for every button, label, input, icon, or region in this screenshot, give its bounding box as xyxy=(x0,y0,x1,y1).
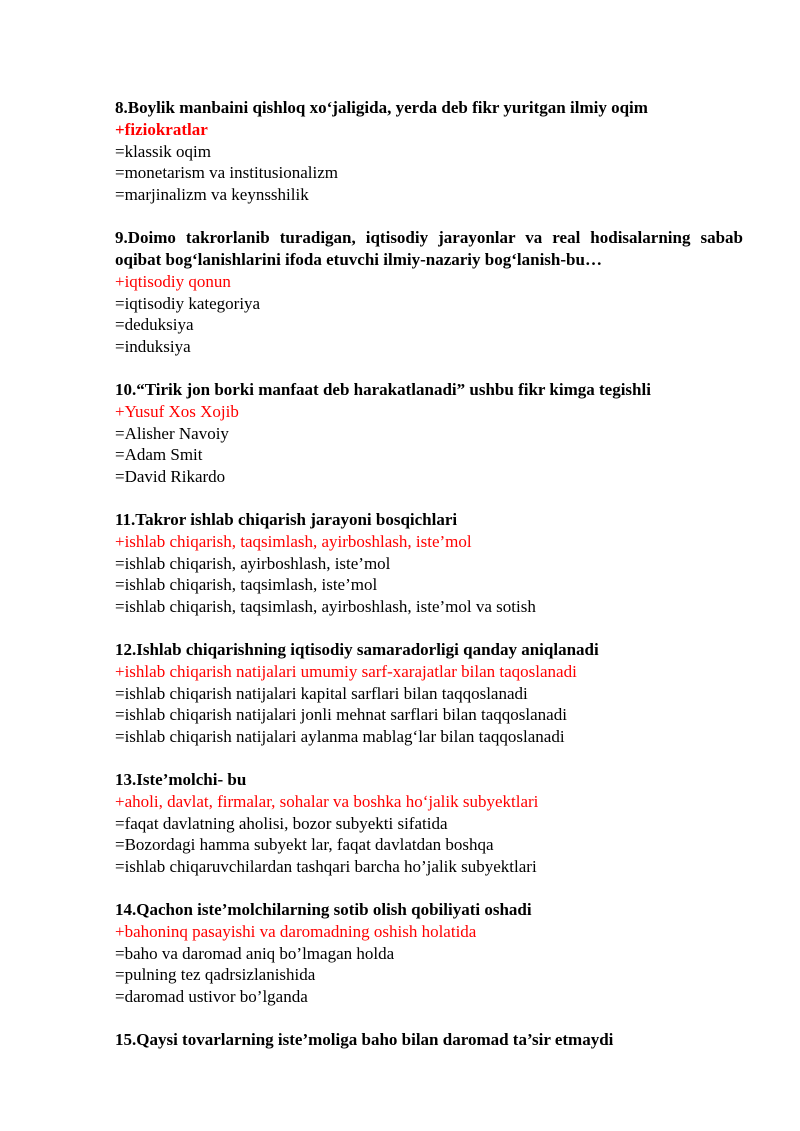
question-9 xyxy=(115,227,743,357)
answer-option: =ishlab chiqaruvchilardan tashqari barcha ho’jalik subyektlari xyxy=(115,856,537,876)
question-10 xyxy=(115,379,743,487)
correct-answer: +fiziokratlar xyxy=(115,120,208,139)
answer-option: =baho va daromad aniq bo’lmagan holda xyxy=(115,943,395,963)
answer-option: =Adam Smit xyxy=(115,445,203,464)
answer-option: =daromad ustivor bo’lganda xyxy=(115,986,308,1006)
question-13 xyxy=(115,769,743,877)
question-text: 9.Doimo takrorlanib turadigan, iqtisodiy jarayonlar va real hodisalarning sabab oqibat bog‘lanishlarini ifoda etuvchi ilmiy-nazariy bog‘lanish-bu… xyxy=(115,228,743,269)
question-text: 11.Takror ishlab chiqarish jarayoni bosqichlari xyxy=(115,510,458,529)
question-list xyxy=(115,97,743,1073)
answer-option: =ishlab chiqarish, taqsimlash, ayirboshlash, iste’mol va sotish xyxy=(115,596,536,616)
correct-answer: +aholi, davlat, firmalar, sohalar va boshka ho‘jalik subyektlari xyxy=(115,792,539,811)
correct-answer: +bahoninq pasayishi va daromadning oshish holatida xyxy=(115,922,477,941)
answer-option: =monetarism va institusionalizm xyxy=(115,163,339,182)
question-15 xyxy=(115,1029,743,1051)
answer-option: =faqat davlatning aholisi, bozor subyekti sifatida xyxy=(115,813,448,833)
question-12 xyxy=(115,639,743,747)
answer-option: =iqtisodiy kategoriya xyxy=(115,293,261,313)
question-text: 13.Iste’molchi- bu xyxy=(115,770,247,789)
question-8 xyxy=(115,97,743,205)
answer-option: =Alisher Navoiy xyxy=(115,423,229,443)
answer-option: =deduksiya xyxy=(115,315,194,334)
answer-option: =David Rikardo xyxy=(115,466,226,486)
answer-option: =ishlab chiqarish, taqsimlash, iste’mol xyxy=(115,575,378,594)
answer-option: =Bozordagi hamma subyekt lar, faqat davlatdan boshqa xyxy=(115,835,494,854)
correct-answer: +ishlab chiqarish, taqsimlash, ayirboshlash, iste’mol xyxy=(115,532,472,551)
correct-answer: +iqtisodiy qonun xyxy=(115,272,231,291)
question-text: 15.Qaysi tovarlarning iste’moliga baho bilan daromad ta’sir etmaydi xyxy=(115,1030,614,1049)
answer-option: =pulning tez qadrsizlanishida xyxy=(115,965,316,984)
correct-answer: +Yusuf Xos Xojib xyxy=(115,402,239,421)
question-text: 14.Qachon iste’molchilarning sotib olish qobiliyati oshadi xyxy=(115,900,532,919)
answer-option: =ishlab chiqarish natijalari jonli mehnat sarflari bilan taqqoslanadi xyxy=(115,705,567,724)
question-text: 12.Ishlab chiqarishning iqtisodiy samaradorligi qanday aniqlanadi xyxy=(115,640,599,659)
question-11 xyxy=(115,509,743,617)
question-text: 10.“Tirik jon borki manfaat deb harakatlanadi” ushbu fikr kimga tegishli xyxy=(115,380,651,399)
correct-answer: +ishlab chiqarish natijalari umumiy sarf-xarajatlar bilan taqoslanadi xyxy=(115,662,577,681)
answer-option: =ishlab chiqarish natijalari kapital sarflari bilan taqqoslanadi xyxy=(115,683,528,703)
question-14 xyxy=(115,899,743,1007)
answer-option: =ishlab chiqarish, ayirboshlash, iste’mol xyxy=(115,553,391,573)
question-text: 8.Boylik manbaini qishloq xo‘jaligida, yerda deb fikr yuritgan ilmiy oqim xyxy=(115,98,648,117)
answer-option: =klassik oqim xyxy=(115,141,212,161)
answer-option: =marjinalizm va keynsshilik xyxy=(115,184,309,204)
answer-option: =induksiya xyxy=(115,336,191,356)
answer-option: =ishlab chiqarish natijalari aylanma mablag‘lar bilan taqqoslanadi xyxy=(115,726,565,746)
